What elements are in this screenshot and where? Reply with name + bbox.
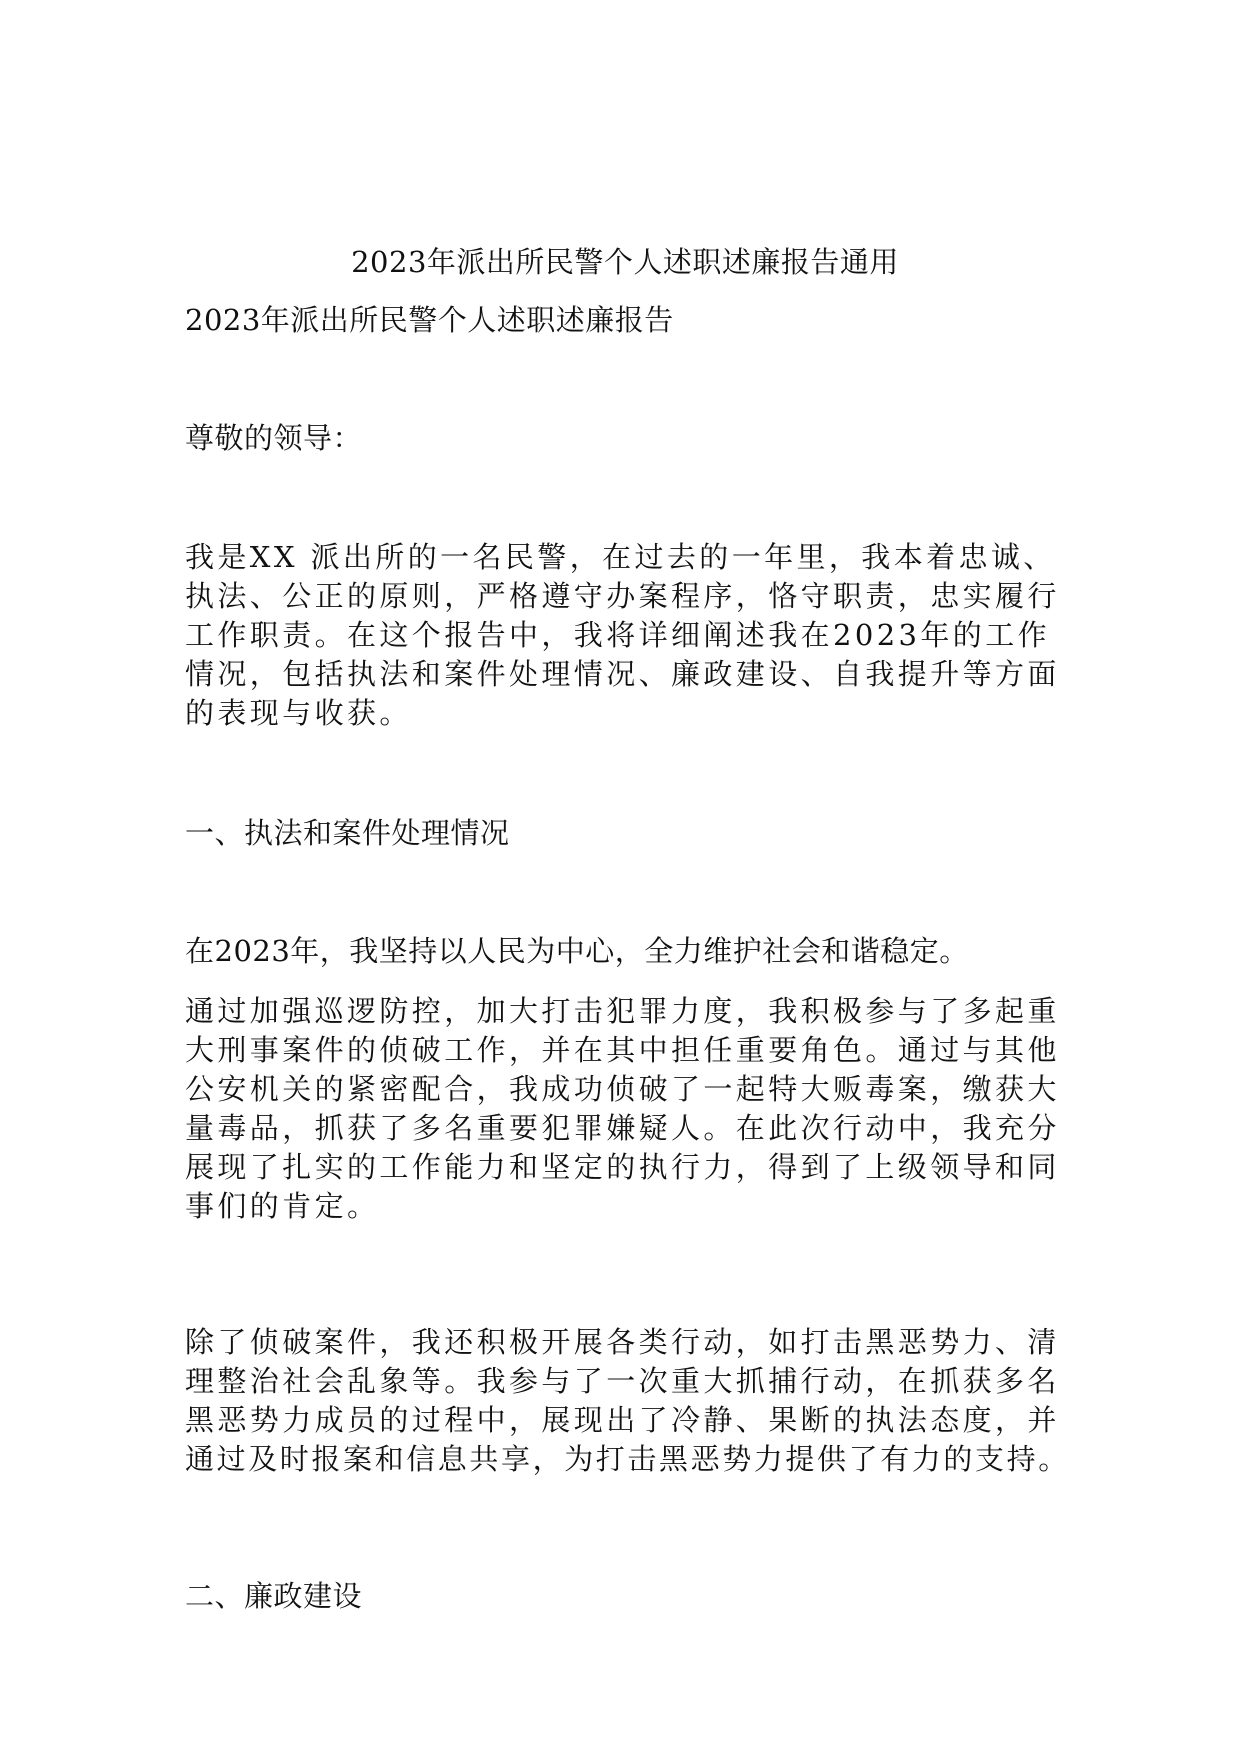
document-subtitle: 2023年派出所民警个人述职述廉报告 xyxy=(185,303,674,337)
salutation: 尊敬的领导： xyxy=(185,421,363,455)
paragraph-line: 理整治社会乱象等。我参与了一次重大抓捕行动，在抓获多名 xyxy=(185,1364,1060,1398)
paragraph-line: 除了侦破案件，我还积极开展各类行动，如打击黑恶势力、清 xyxy=(185,1325,1060,1359)
intro-paragraph xyxy=(185,538,1060,733)
document-title: 2023年派出所民警个人述职述廉报告通用 xyxy=(351,245,899,279)
paragraph-line: 通过加强巡逻防控，加大打击犯罪力度，我积极参与了多起重 xyxy=(185,994,1060,1028)
section-heading-2: 二、廉政建设 xyxy=(185,1579,363,1613)
paragraph-line: 工作职责。在这个报告中，我将详细阐述我在2023年的工作 xyxy=(185,618,1051,652)
paragraph-line: 黑恶势力成员的过程中，展现出了冷静、果断的执法态度，并 xyxy=(185,1403,1060,1437)
paragraph-line: 事们的肯定。 xyxy=(185,1189,380,1223)
paragraph-line: 公安机关的紧密配合，我成功侦破了一起特大贩毒案，缴获大 xyxy=(185,1072,1060,1106)
paragraph-line: 的表现与收获。 xyxy=(185,696,412,730)
paragraph-line: 展现了扎实的工作能力和坚定的执行力，得到了上级领导和同 xyxy=(185,1150,1060,1184)
paragraph-line: 我是XX 派出所的一名民警，在过去的一年里，我本着忠诚、 xyxy=(185,540,1056,574)
section1-paragraph-2 xyxy=(185,1323,1070,1479)
section-heading-1: 一、执法和案件处理情况 xyxy=(185,816,510,850)
paragraph-line: 量毒品，抓获了多名重要犯罪嫌疑人。在此次行动中，我充分 xyxy=(185,1111,1060,1145)
paragraph-line: 通过及时报案和信息共享，为打击黑恶势力提供了有力的支持。 xyxy=(185,1442,1070,1476)
paragraph-line: 情况，包括执法和案件处理情况、廉政建设、自我提升等方面 xyxy=(185,657,1060,691)
section1-intro: 在2023年，我坚持以人民为中心，全力维护社会和谐稳定。 xyxy=(185,934,969,968)
section1-paragraph-1 xyxy=(185,992,1060,1226)
paragraph-line: 大刑事案件的侦破工作，并在其中担任重要角色。通过与其他 xyxy=(185,1033,1060,1067)
paragraph-line: 执法、公正的原则，严格遵守办案程序，恪守职责，忠实履行 xyxy=(185,579,1060,613)
